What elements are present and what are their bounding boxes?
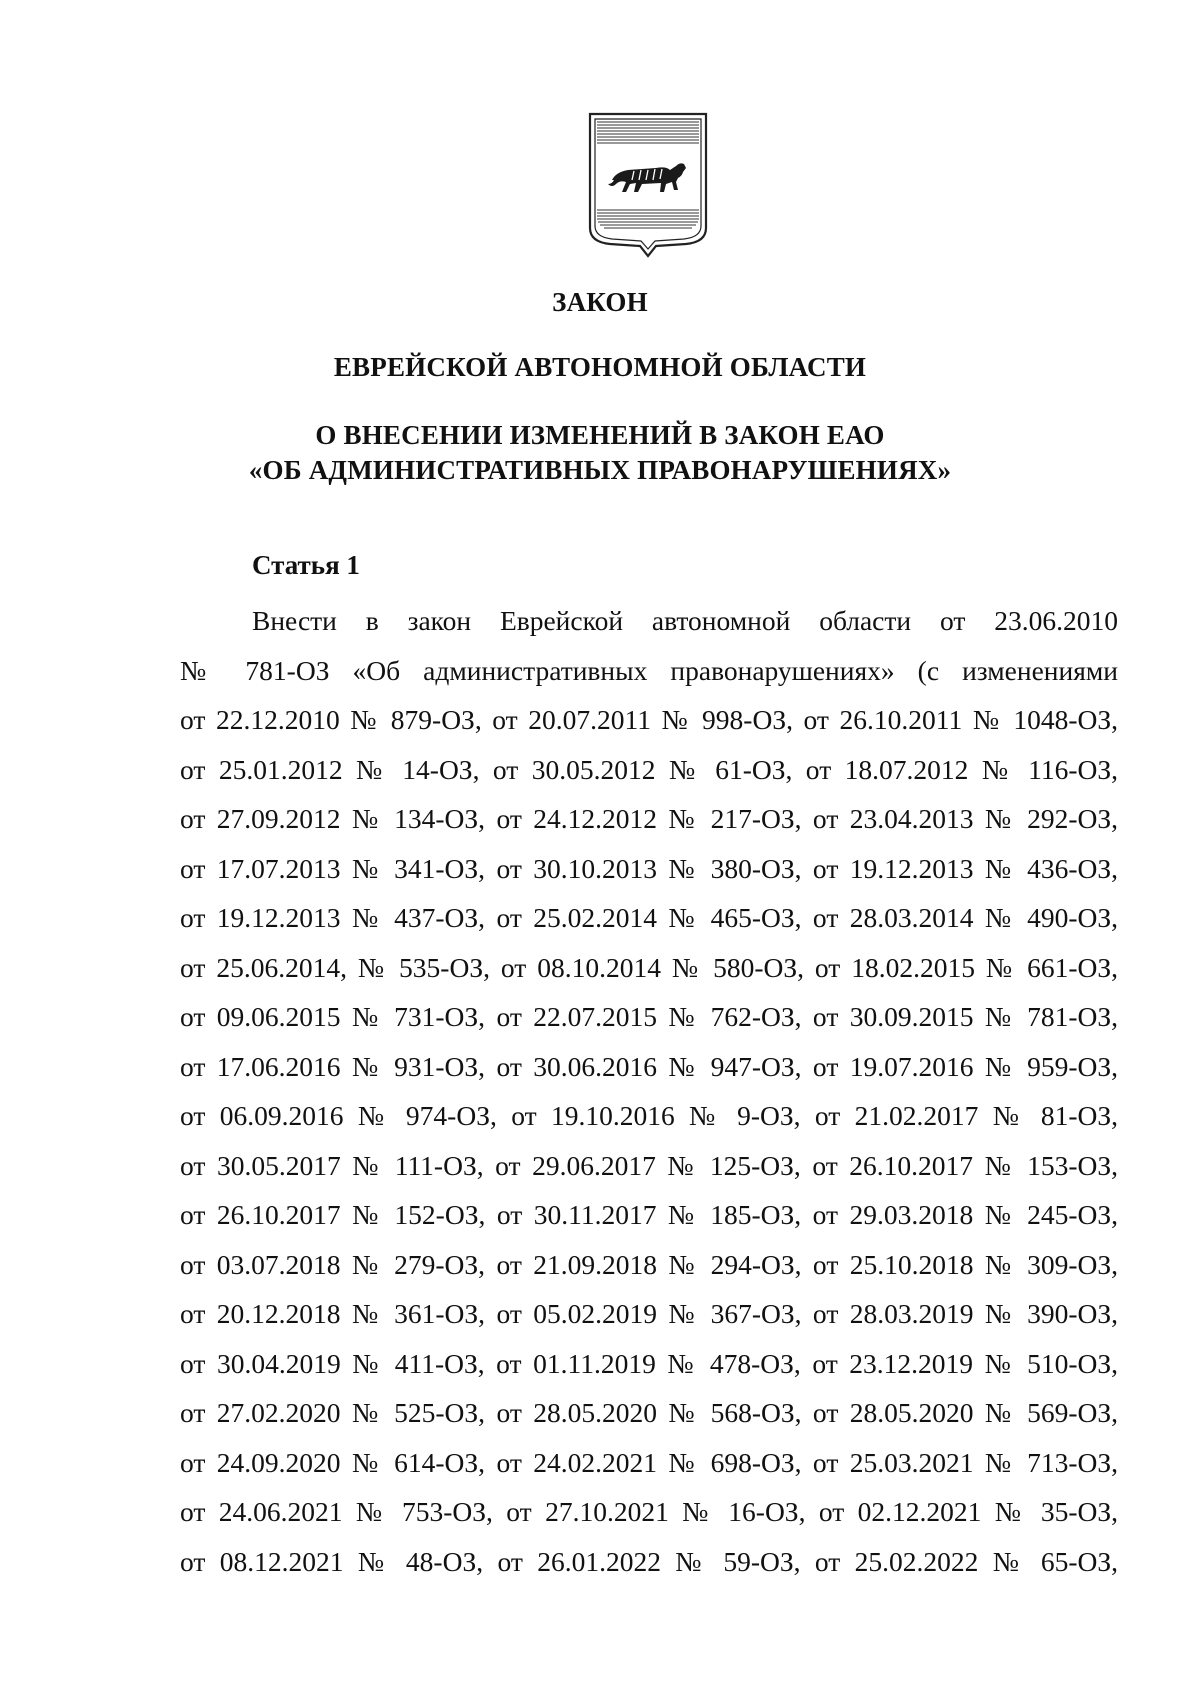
- article-body: [180, 596, 1118, 1586]
- body-line: от 25.01.2012 № 14-ОЗ, от 30.05.2012 № 61-ОЗ, от 18.07.2012 № 116-ОЗ,: [180, 753, 1118, 785]
- body-line: от 08.12.2021 № 48-ОЗ, от 26.01.2022 № 59-ОЗ, от 25.02.2022 № 65-ОЗ,: [180, 1545, 1118, 1577]
- body-line: от 22.12.2010 № 879-ОЗ, от 20.07.2011 № 998-ОЗ, от 26.10.2011 № 1048-ОЗ,: [180, 704, 1118, 735]
- tiger-coat-of-arms-icon: [586, 110, 710, 258]
- region-heading: ЕВРЕЙСКОЙ АВТОНОМНОЙ ОБЛАСТИ: [333, 352, 867, 382]
- body-line: Внести в закон Еврейской автономной области от 23.06.2010: [252, 605, 1118, 636]
- body-line: от 25.06.2014, № 535-ОЗ, от 08.10.2014 № 580-ОЗ, от 18.02.2015 № 661-ОЗ,: [180, 951, 1118, 983]
- body-line: от 26.10.2017 № 152-ОЗ, от 30.11.2017 № 185-ОЗ, от 29.03.2018 № 245-ОЗ,: [180, 1199, 1118, 1230]
- body-line: от 06.09.2016 № 974-ОЗ, от 19.10.2016 № 9-ОЗ, от 21.02.2017 № 81-ОЗ,: [180, 1100, 1118, 1131]
- body-line: от 03.07.2018 № 279-ОЗ, от 21.09.2018 № 294-ОЗ, от 25.10.2018 № 309-ОЗ,: [180, 1248, 1118, 1280]
- article-title: Статья 1: [252, 550, 360, 580]
- subject-line-2: «ОБ АДМИНИСТРАТИВНЫХ ПРАВОНАРУШЕНИЯХ»: [248, 455, 952, 485]
- body-line: от 17.06.2016 № 931-ОЗ, от 30.06.2016 № 947-ОЗ, от 19.07.2016 № 959-ОЗ,: [180, 1050, 1118, 1082]
- body-line: от 19.12.2013 № 437-ОЗ, от 25.02.2014 № 465-ОЗ, от 28.03.2014 № 490-ОЗ,: [180, 902, 1118, 933]
- body-line: от 24.09.2020 № 614-ОЗ, от 24.02.2021 № 698-ОЗ, от 25.03.2021 № 713-ОЗ,: [180, 1446, 1118, 1478]
- body-line: от 20.12.2018 № 361-ОЗ, от 05.02.2019 № 367-ОЗ, от 28.03.2019 № 390-ОЗ,: [180, 1298, 1118, 1329]
- subject-line-1: О ВНЕСЕНИИ ИЗМЕНЕНИЙ В ЗАКОН ЕАО: [315, 420, 885, 450]
- body-line: № 781-ОЗ «Об административных правонарушениях» (с изменениями: [180, 654, 1118, 686]
- body-line: от 30.05.2017 № 111-ОЗ, от 29.06.2017 № 125-ОЗ, от 26.10.2017 № 153-ОЗ,: [180, 1149, 1118, 1181]
- body-line: от 09.06.2015 № 731-ОЗ, от 22.07.2015 № 762-ОЗ, от 30.09.2015 № 781-ОЗ,: [180, 1001, 1118, 1032]
- body-line: от 27.09.2012 № 134-ОЗ, от 24.12.2012 № 217-ОЗ, от 23.04.2013 № 292-ОЗ,: [180, 803, 1118, 834]
- body-line: от 17.07.2013 № 341-ОЗ, от 30.10.2013 № 380-ОЗ, от 19.12.2013 № 436-ОЗ,: [180, 852, 1118, 884]
- body-line: от 24.06.2021 № 753-ОЗ, от 27.10.2021 № 16-ОЗ, от 02.12.2021 № 35-ОЗ,: [180, 1496, 1118, 1527]
- body-line: от 27.02.2020 № 525-ОЗ, от 28.05.2020 № 568-ОЗ, от 28.05.2020 № 569-ОЗ,: [180, 1397, 1118, 1428]
- body-line: от 30.04.2019 № 411-ОЗ, от 01.11.2019 № 478-ОЗ, от 23.12.2019 № 510-ОЗ,: [180, 1347, 1118, 1379]
- document-title: ЗАКОН: [552, 287, 648, 317]
- subject-heading: [0, 418, 1200, 488]
